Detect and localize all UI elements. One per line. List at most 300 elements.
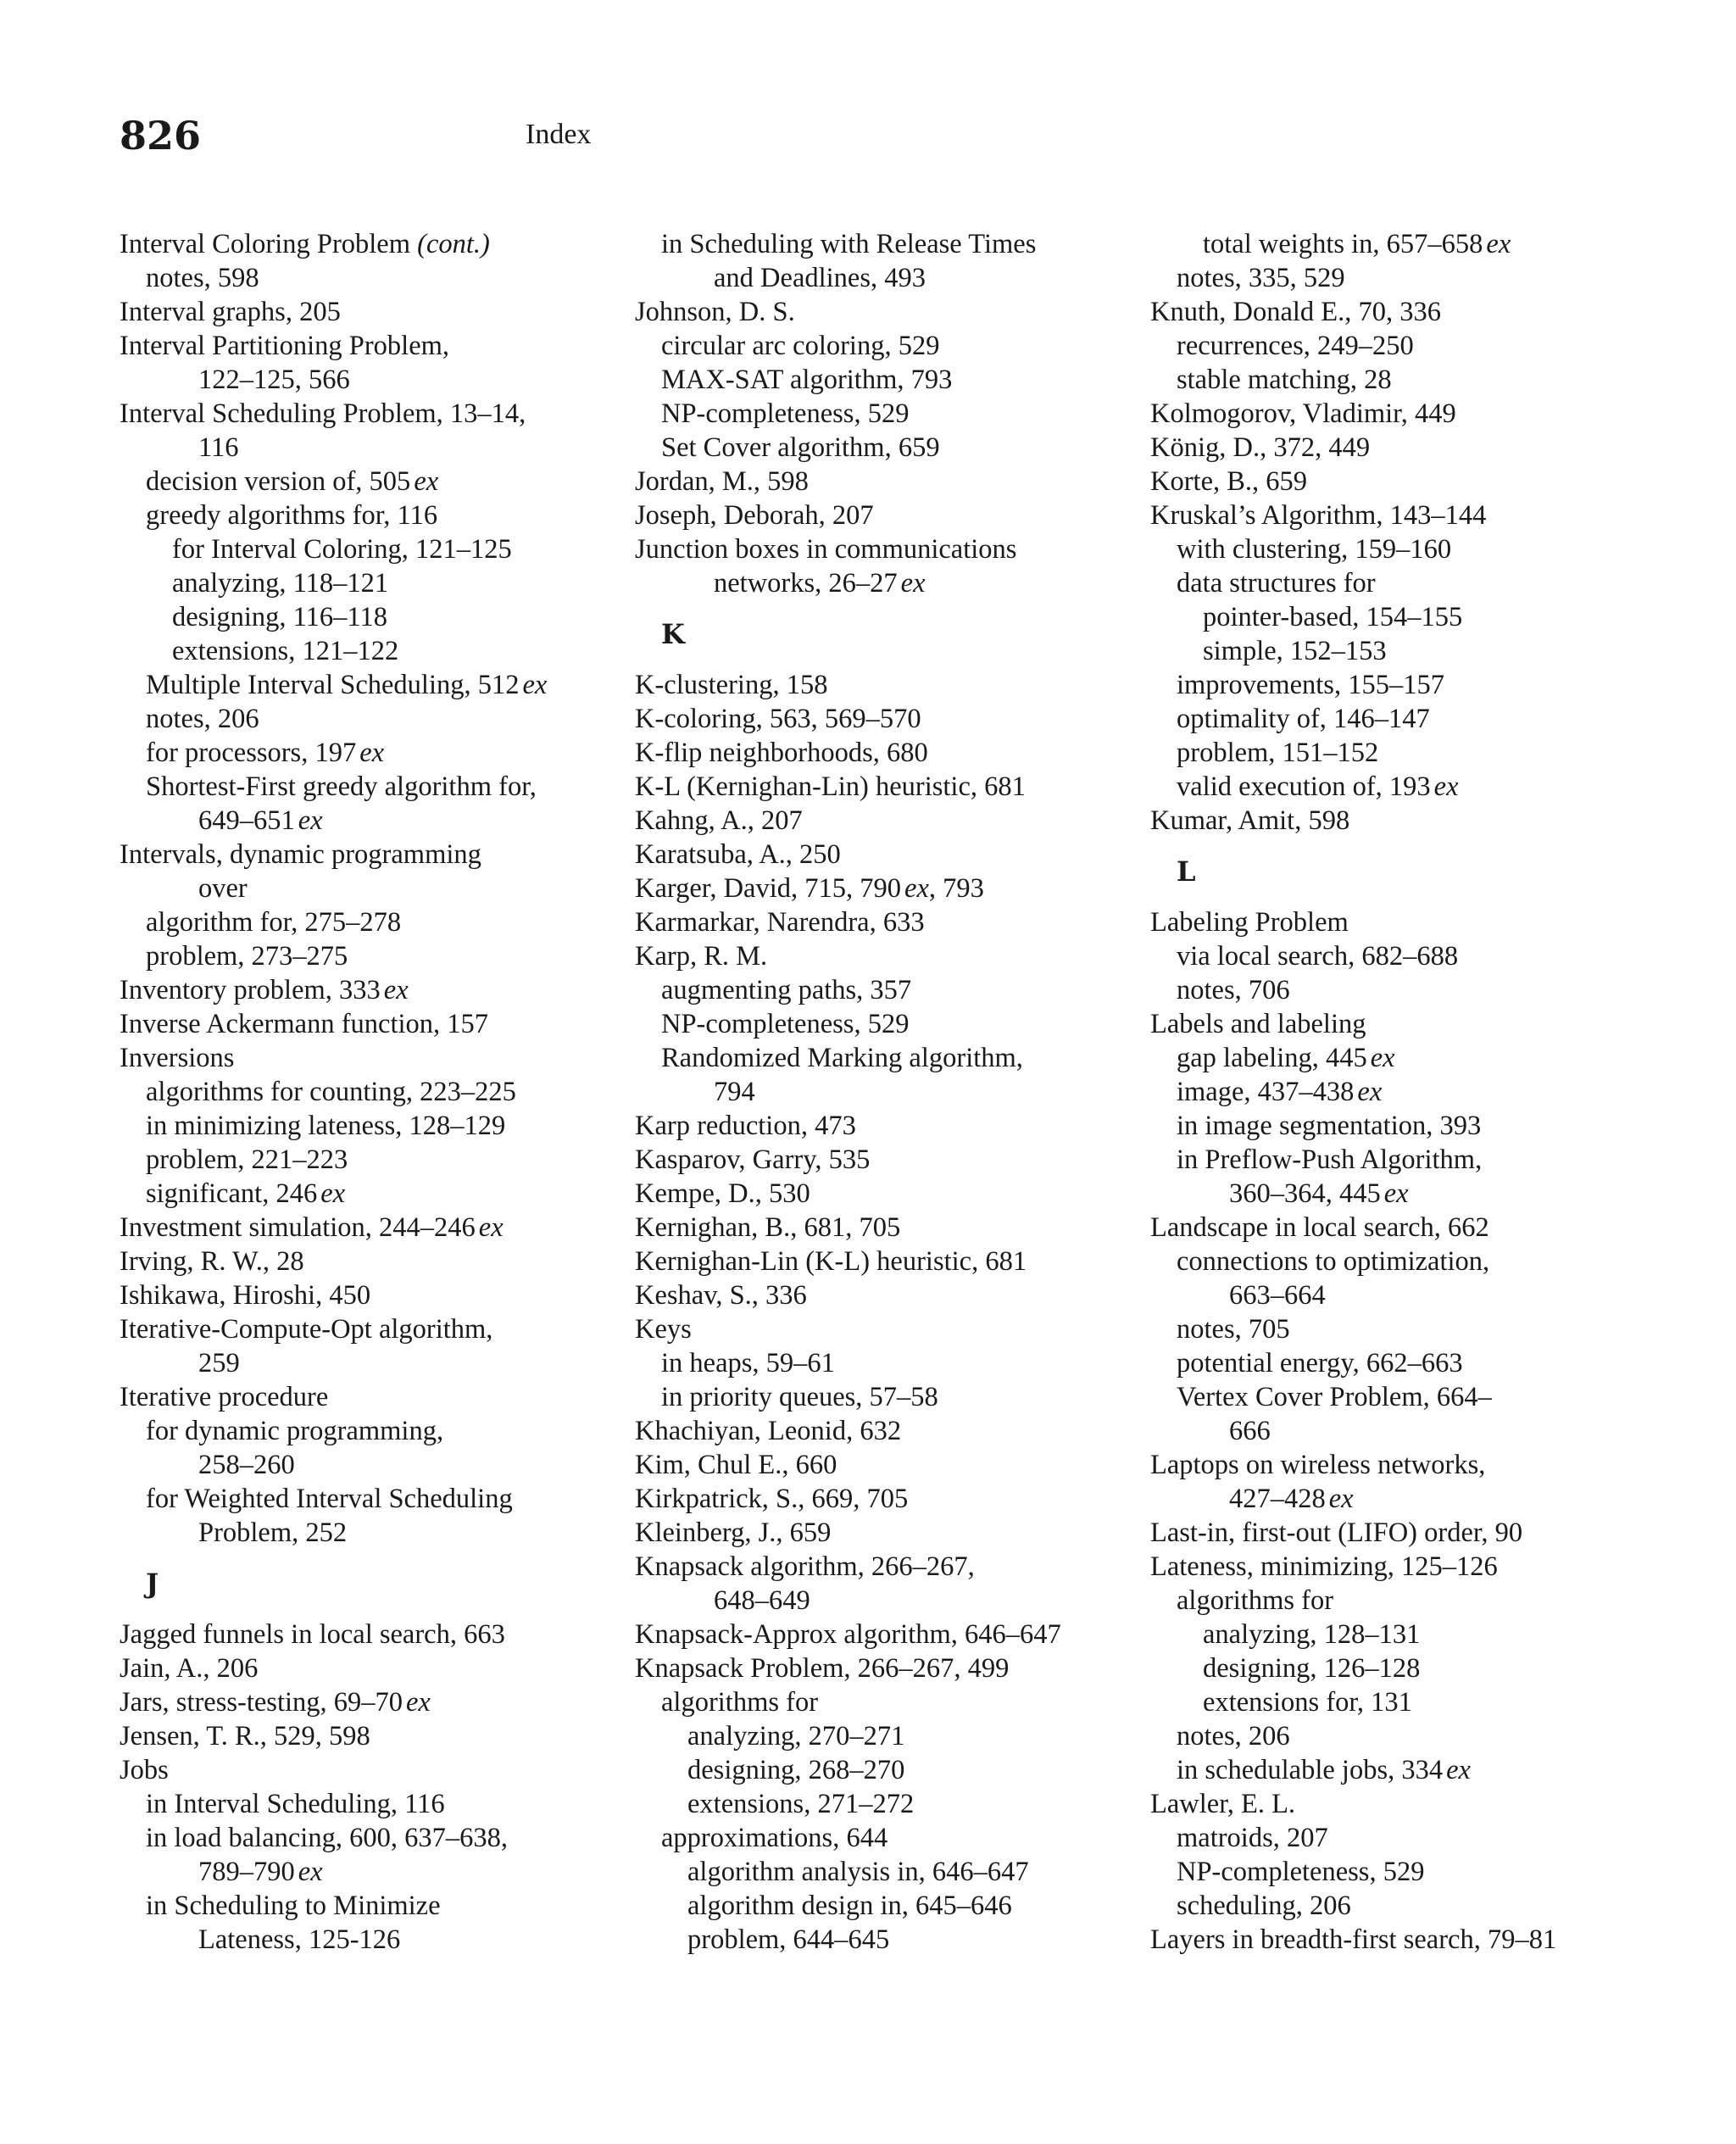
exercise-marker: ex xyxy=(1446,1755,1471,1785)
index-entry xyxy=(635,1414,1110,1448)
entry-text: Jordan, M., 598 xyxy=(635,466,809,497)
entry-text: Interval Coloring Problem xyxy=(120,229,418,259)
entry-text: notes, 206 xyxy=(1177,1721,1290,1751)
index-entry-continuation xyxy=(120,872,594,905)
entry-text: Multiple Interval Scheduling, 512 xyxy=(146,670,520,700)
index-entry xyxy=(635,872,1110,905)
entry-text: Irving, R. W., 28 xyxy=(120,1246,304,1277)
index-subentry xyxy=(1150,600,1625,634)
index-entry xyxy=(635,295,1110,329)
index-subentry xyxy=(635,1007,1110,1041)
index-subentry xyxy=(1150,1855,1625,1889)
entry-text: for Weighted Interval Scheduling xyxy=(146,1484,513,1514)
entry-text: notes, 335, 529 xyxy=(1177,263,1345,293)
index-entry xyxy=(120,1685,594,1719)
index-subentry xyxy=(1150,1312,1625,1346)
index-subentry xyxy=(635,363,1110,397)
index-entry xyxy=(1150,1787,1625,1821)
index-entry xyxy=(635,1278,1110,1312)
index-entry xyxy=(1150,1448,1625,1482)
index-subentry xyxy=(120,1109,594,1143)
index-subentry xyxy=(635,1923,1110,1957)
entry-text: K-clustering, 158 xyxy=(635,670,828,700)
entry-text: Inventory problem, 333 xyxy=(120,975,381,1005)
exercise-marker: ex xyxy=(1328,1484,1354,1514)
index-entry-continuation xyxy=(1150,1414,1625,1448)
index-subentry xyxy=(635,1346,1110,1380)
entry-text: Laptops on wireless networks, xyxy=(1150,1450,1486,1480)
entry-text: stable matching, 28 xyxy=(1177,365,1392,395)
index-subentry xyxy=(1150,634,1625,668)
index-subentry xyxy=(1150,770,1625,804)
entry-text: for dynamic programming, xyxy=(146,1416,444,1446)
index-subentry xyxy=(120,1821,594,1855)
index-subentry xyxy=(120,1482,594,1516)
entry-text: 649–651 xyxy=(198,805,295,836)
index-subentry xyxy=(1150,227,1625,261)
index-subentry xyxy=(1150,1143,1625,1177)
index-subentry xyxy=(1150,1109,1625,1143)
index-entry xyxy=(635,1651,1110,1685)
index-entry xyxy=(635,1618,1110,1651)
index-subentry xyxy=(635,1855,1110,1889)
entry-text: 666 xyxy=(1229,1416,1271,1446)
index-entry xyxy=(635,804,1110,838)
entry-text: with clustering, 159–160 xyxy=(1177,534,1452,565)
entry-text: Layers in breadth-first search, 79–81 xyxy=(1150,1924,1557,1955)
index-entry xyxy=(635,1312,1110,1346)
index-entry xyxy=(1150,465,1625,498)
entry-text: Kirkpatrick, S., 669, 705 xyxy=(635,1484,909,1514)
index-entry-continuation xyxy=(120,1448,594,1482)
index-subentry xyxy=(635,329,1110,363)
entry-text: circular arc coloring, 529 xyxy=(661,331,940,361)
index-subentry xyxy=(120,634,594,668)
index-entry-continuation xyxy=(120,431,594,465)
index-subentry xyxy=(120,1414,594,1448)
entry-text: in image segmentation, 393 xyxy=(1177,1111,1482,1141)
entry-text: valid execution of, 193 xyxy=(1177,771,1431,802)
index-subentry xyxy=(1150,1041,1625,1075)
entry-text: 648–649 xyxy=(714,1585,810,1616)
entry-text: Kruskal’s Algorithm, 143–144 xyxy=(1150,500,1487,531)
entry-text: notes, 598 xyxy=(146,263,259,293)
index-subentry xyxy=(635,227,1110,261)
index-subentry xyxy=(635,1753,1110,1787)
index-entry xyxy=(120,1753,594,1787)
entry-text: networks, 26–27 xyxy=(714,568,898,599)
index-entry xyxy=(635,1143,1110,1177)
index-subentry xyxy=(1150,1651,1625,1685)
exercise-marker: ex xyxy=(298,1857,323,1887)
index-entry xyxy=(120,1278,594,1312)
entry-text: Problem, 252 xyxy=(198,1518,348,1548)
entry-text: Korte, B., 659 xyxy=(1150,466,1308,497)
index-entry xyxy=(635,1448,1110,1482)
entry-text: Landscape in local search, 662 xyxy=(1150,1212,1489,1243)
exercise-marker: ex xyxy=(1486,229,1511,259)
index-entry-continuation xyxy=(635,566,1110,600)
index-subentry xyxy=(1150,1245,1625,1278)
index-subentry xyxy=(1150,1753,1625,1787)
entry-text: 122–125, 566 xyxy=(198,365,350,395)
index-entry-continuation xyxy=(120,363,594,397)
exercise-marker: ex xyxy=(1433,771,1459,802)
entry-text: in priority queues, 57–58 xyxy=(661,1382,938,1412)
entry-text: in minimizing lateness, 128–129 xyxy=(146,1111,506,1141)
entry-text: 427–428 xyxy=(1229,1484,1326,1514)
entry-text: Karp, R. M. xyxy=(635,941,768,972)
entry-text: MAX-SAT algorithm, 793 xyxy=(661,365,953,395)
index-subentry xyxy=(120,600,594,634)
page-number: 826 xyxy=(120,113,202,159)
index-entry xyxy=(635,1109,1110,1143)
entry-text: image, 437–438 xyxy=(1177,1077,1355,1107)
entry-text: designing, 268–270 xyxy=(687,1755,905,1785)
index-entry xyxy=(120,1245,594,1278)
index-subentry xyxy=(1150,1346,1625,1380)
entry-text: Kim, Chul E., 660 xyxy=(635,1450,837,1480)
index-entry-continuation xyxy=(120,1855,594,1889)
index-entry xyxy=(1150,1007,1625,1041)
entry-text: Kleinberg, J., 659 xyxy=(635,1518,832,1548)
entry-text: 794 xyxy=(714,1077,755,1107)
index-entry-continuation xyxy=(635,1584,1110,1618)
index-subentry xyxy=(120,498,594,532)
entry-text: and Deadlines, 493 xyxy=(714,263,926,293)
entry-text: over xyxy=(198,873,248,904)
index-subentry xyxy=(1150,566,1625,600)
exercise-marker: ex xyxy=(406,1687,431,1718)
entry-text: 116 xyxy=(198,432,239,463)
exercise-marker: ex xyxy=(900,568,926,599)
entry-text: recurrences, 249–250 xyxy=(1177,331,1414,361)
index-entry xyxy=(120,397,594,431)
entry-text: Jensen, T. R., 529, 598 xyxy=(120,1721,370,1751)
index-entry xyxy=(120,838,594,872)
entry-text: extensions, 121–122 xyxy=(172,636,399,666)
index-column-3 xyxy=(1150,227,1625,1957)
index-entry xyxy=(635,1177,1110,1211)
entry-text: Johnson, D. S. xyxy=(635,297,795,327)
index-subentry xyxy=(1150,1685,1625,1719)
entry-text: Karmarkar, Narendra, 633 xyxy=(635,907,925,938)
entry-text: optimality of, 146–147 xyxy=(1177,704,1430,734)
entry-text: connections to optimization, xyxy=(1177,1246,1490,1277)
index-subentry xyxy=(1150,702,1625,736)
index-subentry xyxy=(1150,329,1625,363)
entry-text: NP-completeness, 529 xyxy=(661,1009,910,1039)
index-entry xyxy=(635,1211,1110,1245)
index-subentry xyxy=(1150,1719,1625,1753)
entry-qualifier: (cont.) xyxy=(417,229,490,259)
entry-text: in Scheduling with Release Times xyxy=(661,229,1037,259)
index-entry xyxy=(120,1651,594,1685)
index-entry xyxy=(120,1719,594,1753)
index-entry-continuation xyxy=(120,1516,594,1550)
entry-text: problem, 221–223 xyxy=(146,1144,348,1175)
entry-text: K-flip neighborhoods, 680 xyxy=(635,738,928,768)
exercise-marker: ex xyxy=(359,738,385,768)
entry-text: pointer-based, 154–155 xyxy=(1203,602,1463,632)
index-entry xyxy=(635,770,1110,804)
index-entry xyxy=(635,1550,1110,1584)
index-subentry xyxy=(120,261,594,295)
index-subentry xyxy=(635,397,1110,431)
index-subentry xyxy=(1150,736,1625,770)
index-subentry xyxy=(1150,668,1625,702)
index-entry xyxy=(635,1245,1110,1278)
entry-text: Inverse Ackermann function, 157 xyxy=(120,1009,489,1039)
index-subentry xyxy=(1150,939,1625,973)
index-subentry xyxy=(635,1685,1110,1719)
entry-text: Iterative-Compute-Opt algorithm, xyxy=(120,1314,493,1345)
entry-text: Karp reduction, 473 xyxy=(635,1111,856,1141)
entry-text: Keshav, S., 336 xyxy=(635,1280,807,1311)
index-entry xyxy=(120,1007,594,1041)
entry-text: Kumar, Amit, 598 xyxy=(1150,805,1350,836)
entry-text: Vertex Cover Problem, 664– xyxy=(1177,1382,1492,1412)
entry-text: analyzing, 118–121 xyxy=(172,568,389,599)
index-entry xyxy=(1150,804,1625,838)
entry-text: problem, 273–275 xyxy=(146,941,348,972)
entry-text: Iterative procedure xyxy=(120,1382,329,1412)
index-subentry xyxy=(120,939,594,973)
entry-text: via local search, 682–688 xyxy=(1177,941,1459,972)
entry-text: 259 xyxy=(198,1348,240,1378)
index-subentry xyxy=(1150,1618,1625,1651)
exercise-marker: ex xyxy=(320,1178,346,1209)
entry-text: Kasparov, Garry, 535 xyxy=(635,1144,871,1175)
index-entry xyxy=(1150,431,1625,465)
entry-text: designing, 126–128 xyxy=(1203,1653,1421,1684)
exercise-marker: ex xyxy=(522,670,548,700)
entry-text: Lateness, minimizing, 125–126 xyxy=(1150,1551,1498,1582)
index-entry xyxy=(635,532,1110,566)
entry-text: designing, 116–118 xyxy=(172,602,387,632)
entry-text: Labeling Problem xyxy=(1150,907,1349,938)
entry-text: approximations, 644 xyxy=(661,1823,888,1853)
entry-text: K-L (Kernighan-Lin) heuristic, 681 xyxy=(635,771,1026,802)
entry-tail: , 793 xyxy=(928,873,984,904)
index-entry xyxy=(120,1312,594,1346)
entry-text: Junction boxes in communications xyxy=(635,534,1017,565)
index-subentry xyxy=(1150,1821,1625,1855)
index-subentry xyxy=(635,1787,1110,1821)
index-subentry xyxy=(120,1143,594,1177)
entry-text: Investment simulation, 244–246 xyxy=(120,1212,476,1243)
index-entry xyxy=(120,1618,594,1651)
index-subentry xyxy=(1150,532,1625,566)
entry-text: 258–260 xyxy=(198,1450,295,1480)
entry-text: Khachiyan, Leonid, 632 xyxy=(635,1416,902,1446)
index-entry-continuation xyxy=(635,1075,1110,1109)
entry-text: algorithms for xyxy=(1177,1585,1334,1616)
index-entry xyxy=(635,465,1110,498)
entry-text: 789–790 xyxy=(198,1857,295,1887)
entry-text: algorithms for xyxy=(661,1687,819,1718)
index-subentry xyxy=(635,431,1110,465)
exercise-marker: ex xyxy=(1357,1077,1383,1107)
index-subentry xyxy=(120,1075,594,1109)
entry-text: algorithm for, 275–278 xyxy=(146,907,402,938)
entry-text: analyzing, 270–271 xyxy=(687,1721,905,1751)
entry-text: greedy algorithms for, 116 xyxy=(146,500,438,531)
index-subentry xyxy=(635,973,1110,1007)
index-entry-continuation xyxy=(120,1346,594,1380)
index-entry xyxy=(635,498,1110,532)
index-entry xyxy=(120,1380,594,1414)
index-subentry xyxy=(1150,261,1625,295)
entry-text: improvements, 155–157 xyxy=(1177,670,1444,700)
entry-text: Last-in, first-out (LIFO) order, 90 xyxy=(1150,1518,1523,1548)
letter-heading: K xyxy=(661,618,685,650)
index-entry xyxy=(1150,1923,1625,1957)
entry-text: augmenting paths, 357 xyxy=(661,975,912,1005)
entry-text: Jagged funnels in local search, 663 xyxy=(120,1619,505,1650)
index-column-2 xyxy=(635,227,1110,1957)
entry-text: König, D., 372, 449 xyxy=(1150,432,1371,463)
entry-text: Labels and labeling xyxy=(1150,1009,1366,1039)
entry-text: Jain, A., 206 xyxy=(120,1653,259,1684)
index-subentry xyxy=(120,702,594,736)
entry-text: gap labeling, 445 xyxy=(1177,1043,1367,1073)
entry-text: Lawler, E. L. xyxy=(1150,1789,1296,1819)
entry-text: matroids, 207 xyxy=(1177,1823,1328,1853)
index-subentry xyxy=(635,1889,1110,1923)
entry-text: Interval Scheduling Problem, 13–14, xyxy=(120,398,526,429)
entry-text: Knapsack Problem, 266–267, 499 xyxy=(635,1653,1010,1684)
index-entry xyxy=(635,838,1110,872)
entry-text: Randomized Marking algorithm, xyxy=(661,1043,1023,1073)
entry-text: in schedulable jobs, 334 xyxy=(1177,1755,1444,1785)
entry-text: in Interval Scheduling, 116 xyxy=(146,1789,445,1819)
entry-text: K-coloring, 563, 569–570 xyxy=(635,704,921,734)
index-entry xyxy=(120,295,594,329)
entry-text: Kempe, D., 530 xyxy=(635,1178,810,1209)
index-entry xyxy=(635,668,1110,702)
entry-text: Kahng, A., 207 xyxy=(635,805,803,836)
entry-text: in Scheduling to Minimize xyxy=(146,1891,441,1921)
entry-text: Kernighan, B., 681, 705 xyxy=(635,1212,901,1243)
index-entry-continuation xyxy=(1150,1278,1625,1312)
entry-text: Keys xyxy=(635,1314,692,1345)
entry-text: analyzing, 128–131 xyxy=(1203,1619,1421,1650)
entry-text: notes, 705 xyxy=(1177,1314,1290,1345)
entry-text: algorithm design in, 645–646 xyxy=(687,1891,1012,1921)
index-subentry xyxy=(120,668,594,702)
index-entry-continuation xyxy=(1150,1482,1625,1516)
index-entry xyxy=(120,227,594,261)
index-subentry xyxy=(1150,1380,1625,1414)
entry-text: potential energy, 662–663 xyxy=(1177,1348,1463,1378)
entry-text: algorithms for counting, 223–225 xyxy=(146,1077,516,1107)
entry-text: in load balancing, 600, 637–638, xyxy=(146,1823,508,1853)
entry-text: Interval graphs, 205 xyxy=(120,297,341,327)
entry-text: simple, 152–153 xyxy=(1203,636,1387,666)
index-entry xyxy=(635,736,1110,770)
index-subentry xyxy=(1150,1075,1625,1109)
index-subentry xyxy=(635,1380,1110,1414)
entry-text: extensions, 271–272 xyxy=(687,1789,915,1819)
index-entry xyxy=(635,905,1110,939)
index-entry xyxy=(120,329,594,363)
entry-text: Kernighan-Lin (K-L) heuristic, 681 xyxy=(635,1246,1027,1277)
index-subentry xyxy=(120,736,594,770)
entry-text: 663–664 xyxy=(1229,1280,1326,1311)
entry-text: Set Cover algorithm, 659 xyxy=(661,432,940,463)
entry-text: significant, 246 xyxy=(146,1178,318,1209)
entry-text: problem, 151–152 xyxy=(1177,738,1379,768)
exercise-marker: ex xyxy=(1370,1043,1395,1073)
index-subentry xyxy=(635,1041,1110,1075)
exercise-marker: ex xyxy=(478,1212,504,1243)
index-entry xyxy=(635,702,1110,736)
entry-text: total weights in, 657–658 xyxy=(1203,229,1483,259)
letter-heading: J xyxy=(146,1568,159,1600)
entry-text: for Interval Coloring, 121–125 xyxy=(172,534,512,565)
entry-text: Knapsack-Approx algorithm, 646–647 xyxy=(635,1619,1061,1650)
letter-heading: L xyxy=(1177,855,1196,888)
index-subentry xyxy=(120,770,594,804)
index-column-1 xyxy=(120,227,594,1957)
index-entry xyxy=(1150,295,1625,329)
entry-text: Inversions xyxy=(120,1043,235,1073)
entry-text: Interval Partitioning Problem, xyxy=(120,331,450,361)
entry-text: algorithm analysis in, 646–647 xyxy=(687,1857,1029,1887)
index-entry xyxy=(1150,1211,1625,1245)
entry-text: scheduling, 206 xyxy=(1177,1891,1351,1921)
index-entry xyxy=(635,939,1110,973)
entry-text: Karger, David, 715, 790 xyxy=(635,873,902,904)
index-subentry xyxy=(635,1821,1110,1855)
entry-text: Kolmogorov, Vladimir, 449 xyxy=(1150,398,1456,429)
exercise-marker: ex xyxy=(414,466,439,497)
index-subentry xyxy=(120,905,594,939)
index-subentry xyxy=(120,1177,594,1211)
entry-text: Jobs xyxy=(120,1755,169,1785)
index-subentry xyxy=(120,1787,594,1821)
index-entry xyxy=(635,1482,1110,1516)
index-subentry xyxy=(120,532,594,566)
index-entry xyxy=(1150,1550,1625,1584)
index-entry xyxy=(1150,397,1625,431)
entry-text: NP-completeness, 529 xyxy=(1177,1857,1425,1887)
index-subentry xyxy=(120,566,594,600)
index-entry-continuation xyxy=(1150,1177,1625,1211)
entry-text: decision version of, 505 xyxy=(146,466,411,497)
index-subentry xyxy=(1150,973,1625,1007)
index-subentry xyxy=(1150,363,1625,397)
index-entry xyxy=(635,1516,1110,1550)
exercise-marker: ex xyxy=(298,805,323,836)
entry-text: Knapsack algorithm, 266–267, xyxy=(635,1551,975,1582)
entry-text: Lateness, 125-126 xyxy=(198,1924,401,1955)
entry-text: in heaps, 59–61 xyxy=(661,1348,835,1378)
entry-text: Knuth, Donald E., 70, 336 xyxy=(1150,297,1442,327)
index-entry xyxy=(1150,498,1625,532)
index-subentry xyxy=(1150,1889,1625,1923)
entry-text: extensions for, 131 xyxy=(1203,1687,1412,1718)
index-entry xyxy=(120,1041,594,1075)
index-subentry xyxy=(1150,1584,1625,1618)
index-entry xyxy=(1150,905,1625,939)
entry-text: notes, 706 xyxy=(1177,975,1290,1005)
running-head: Index xyxy=(526,119,592,150)
index-subentry xyxy=(120,465,594,498)
entry-text: Ishikawa, Hiroshi, 450 xyxy=(120,1280,371,1311)
index-entry-continuation xyxy=(635,261,1110,295)
